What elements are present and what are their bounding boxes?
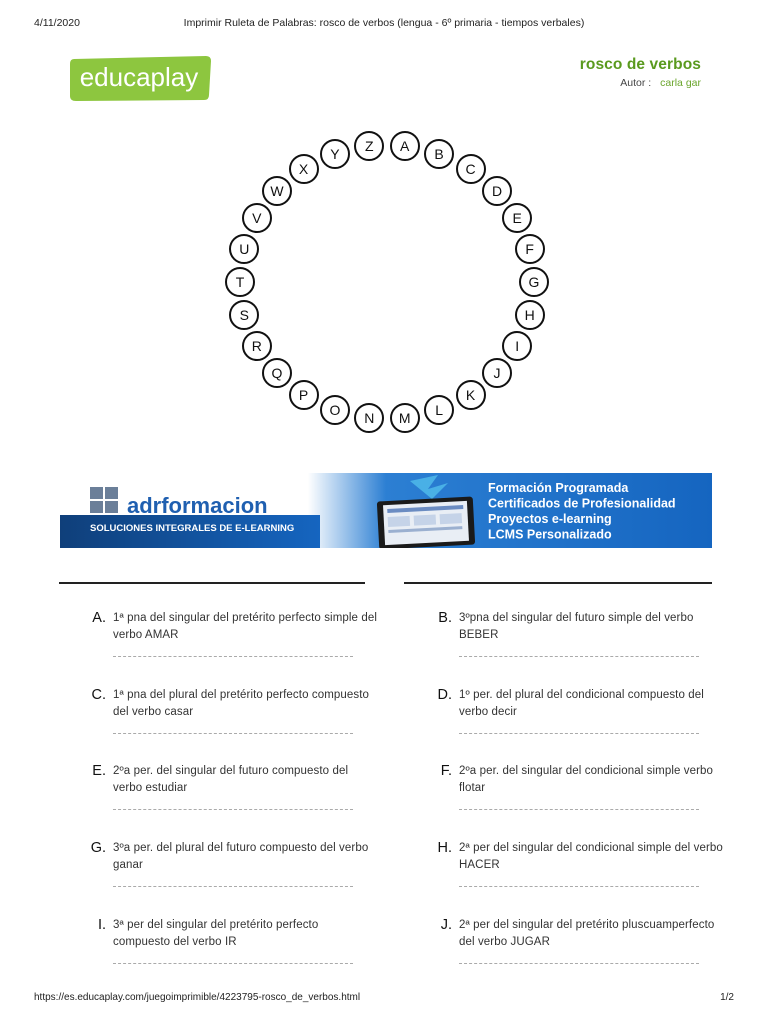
author-name[interactable]: carla gar	[660, 77, 701, 89]
print-date: 4/11/2020	[34, 17, 80, 29]
clue-item	[430, 840, 730, 910]
rosco-letter-z: Z	[354, 131, 384, 161]
clue-item	[430, 687, 730, 757]
clue-item	[84, 917, 384, 987]
rosco-letter-o: O	[320, 395, 350, 425]
clue-letter: D.	[437, 686, 452, 703]
answer-line[interactable]	[113, 656, 353, 657]
rosco-letter-i: I	[502, 331, 532, 361]
rosco-letter-c: C	[456, 154, 486, 184]
clue-letter: J.	[440, 916, 452, 933]
clue-letter: E.	[92, 763, 106, 780]
answer-line[interactable]	[459, 886, 699, 887]
author-label: Autor :	[620, 77, 652, 89]
rosco-letter-n: N	[354, 403, 384, 433]
print-header	[34, 17, 734, 31]
answer-line[interactable]	[459, 656, 699, 657]
rosco-letter-e: E	[502, 203, 532, 233]
clue-text: 2ºa per. del singular del condicional simple verbo flotar	[459, 765, 714, 795]
banner-tagline: SOLUCIONES INTEGRALES DE E-LEARNING	[90, 523, 295, 534]
clue-text: 2ºa per. del singular del futuro compuesto del verbo estudiar	[113, 765, 349, 795]
rosco-letter-s: S	[229, 300, 259, 330]
answer-line[interactable]	[113, 809, 353, 810]
clue-text: 3ºpna del singular del futuro simple del verbo BEBER	[459, 612, 694, 641]
banner-service-2: Proyectos e-learning	[488, 512, 612, 526]
clue-letter: C.	[91, 686, 106, 703]
author-line	[580, 77, 701, 89]
rosco-letter-f: F	[515, 234, 545, 264]
print-url: https://es.educaplay.com/juegoimprimible/4223795-rosco_de_verbos.html	[34, 992, 361, 1003]
answer-line[interactable]	[459, 733, 699, 734]
clue-text: 2ª per del singular del pretérito pluscuamperfecto del verbo JUGAR	[459, 918, 715, 948]
game-title: rosco de verbos	[579, 56, 701, 73]
clue-item	[84, 763, 384, 833]
banner-brand: adrformacion	[127, 493, 268, 518]
clue-item	[84, 610, 384, 680]
print-document-title: Imprimir Ruleta de Palabras: rosco de verbos (lengua - 6º primaria - tiempos verbales)	[183, 17, 585, 29]
rosco-letter-r: R	[242, 331, 272, 361]
banner-service-0: Formación Programada	[488, 481, 629, 495]
rosco-letter-h: H	[515, 300, 545, 330]
clue-item	[84, 840, 384, 910]
clue-item	[430, 917, 730, 987]
educaplay-logo[interactable]	[68, 55, 212, 102]
banner-service-3: LCMS Personalizado	[488, 527, 612, 542]
rosco-letter-a: A	[390, 131, 420, 161]
clue-letter: I.	[97, 916, 106, 933]
clue-letter: F.	[440, 763, 452, 780]
rosco-letter-l: L	[424, 395, 454, 425]
rosco-letter-p: P	[289, 380, 319, 410]
answer-line[interactable]	[113, 733, 353, 734]
print-footer	[34, 992, 734, 1006]
clue-letter: G.	[90, 840, 106, 857]
logo-text: educaplay	[79, 62, 199, 92]
banner-service-1: Certificados de Profesionalidad	[488, 496, 676, 511]
clue-letter: B.	[438, 610, 452, 626]
rosco-letter-u: U	[229, 234, 259, 264]
clue-text: 3ª per del singular del pretérito perfecto compuesto del verbo IR	[113, 918, 319, 948]
left-column-rule	[59, 582, 365, 584]
rosco-letter-t: T	[225, 267, 255, 297]
clue-text: 1ª pna del singular del pretérito perfecto simple del verbo AMAR	[113, 612, 377, 641]
rosco-letter-d: D	[482, 176, 512, 206]
clue-item	[430, 763, 730, 833]
rosco-letter-b: B	[424, 139, 454, 169]
right-column-rule	[404, 582, 712, 584]
clue-text: 1º per. del plural del condicional compuesto del verbo decir	[459, 688, 704, 718]
page-number: 1/2	[720, 992, 734, 1003]
rosco-letter-m: M	[390, 403, 420, 433]
rosco-letter-x: X	[289, 154, 319, 184]
answer-line[interactable]	[459, 963, 699, 964]
clue-text: 3ºa per. del plural del futuro compuesto del verbo ganar	[113, 842, 369, 872]
clue-item	[430, 610, 730, 680]
clue-item	[84, 687, 384, 757]
rosco-letter-v: V	[242, 203, 272, 233]
rosco-letter-j: J	[482, 358, 512, 388]
clue-text: 2ª per del singular del condicional simple del verbo HACER	[459, 842, 723, 872]
rosco-letter-k: K	[456, 380, 486, 410]
clue-letter: A.	[92, 610, 106, 626]
answer-line[interactable]	[113, 963, 353, 964]
answer-line[interactable]	[459, 809, 699, 810]
game-title-block	[580, 56, 701, 89]
rosco-letter-q: Q	[262, 358, 292, 388]
answer-line[interactable]	[113, 886, 353, 887]
rosco-letter-g: G	[519, 267, 549, 297]
rosco-letter-y: Y	[320, 139, 350, 169]
rosco-letter-w: W	[262, 176, 292, 206]
clue-letter: H.	[437, 840, 452, 857]
clue-text: 1ª pna del plural del pretérito perfecto compuesto del verbo casar	[113, 688, 370, 718]
adrformacion-banner[interactable]	[60, 473, 712, 548]
